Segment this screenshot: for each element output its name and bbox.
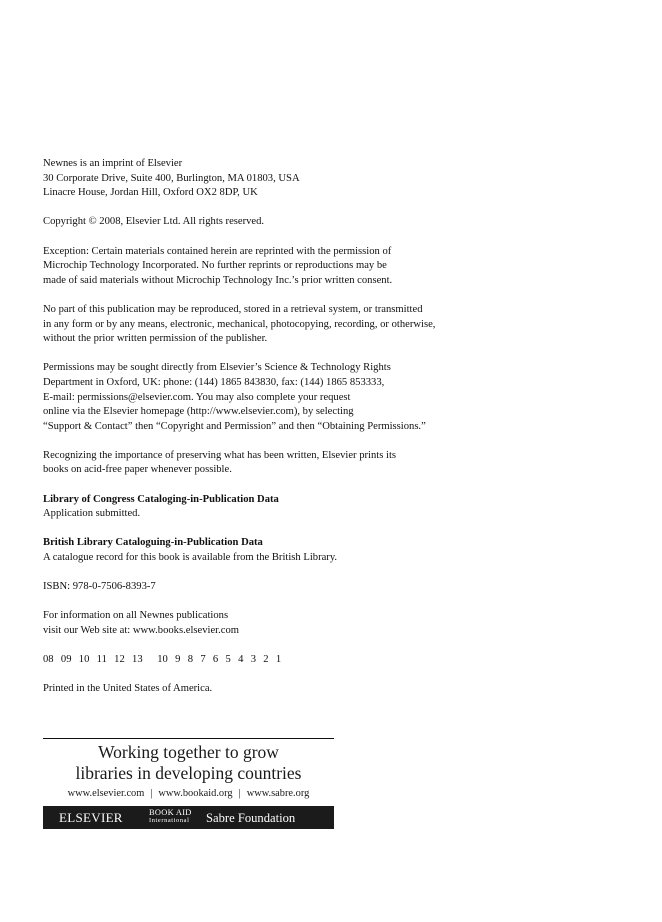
permissions-line: E-mail: permissions@elsevier.com. You may also complete your request [43, 391, 351, 403]
recognizing-block [43, 449, 623, 478]
loc-text: Application submitted. [43, 508, 141, 520]
permissions-line: Department in Oxford, UK: phone: (144) 1865 843830, fax: (144) 1865 853333, [43, 376, 385, 388]
bookaid-url: www.bookaid.org [158, 788, 233, 799]
loc-heading: Library of Congress Cataloging-in-Publication Data [43, 493, 279, 505]
url-separator: | [238, 788, 241, 799]
banner-logo-bar [43, 806, 334, 829]
elsevier-url: www.elsevier.com [67, 788, 145, 799]
info-block [43, 609, 623, 638]
elsevier-logo: ELSEVIER [59, 810, 123, 825]
publisher-address-us: 30 Corporate Drive, Suite 400, Burlington, MA 01803, USA [43, 172, 300, 184]
publisher-block [43, 157, 623, 201]
exception-line: Microchip Technology Incorporated. No further reprints or reproductions may be [43, 260, 387, 272]
permissions-line: Permissions may be sought directly from Elsevier’s Science & Technology Rights [43, 362, 391, 374]
no-part-line: No part of this publication may be reproduced, stored in a retrieval system, or transmitted [43, 303, 423, 315]
printing-number-line: 08 09 10 11 12 13 10 9 8 7 6 5 4 3 2 1 [43, 654, 282, 666]
british-library-text: A catalogue record for this book is available from the British Library. [43, 552, 338, 564]
banner-slogan [43, 742, 334, 783]
no-part-line: without the prior written permission of the publisher. [43, 333, 268, 345]
publisher-address-uk: Linacre House, Jordan Hill, Oxford OX2 8DP, UK [43, 187, 258, 199]
bookaid-logo-title: BOOK AID [149, 808, 192, 817]
publisher-line: Newnes is an imprint of Elsevier [43, 158, 183, 169]
info-web-line: visit our Web site at: www.books.elsevier.com [43, 625, 239, 636]
exception-line: made of said materials without Microchip Technology Inc.’s prior written consent. [43, 274, 393, 286]
loc-block [43, 493, 623, 522]
isbn: ISBN: 978-0-7506-8393-7 [43, 581, 156, 593]
printed-in: Printed in the United States of America. [43, 683, 213, 695]
copyright-page-text [43, 157, 623, 712]
british-library-block [43, 536, 623, 565]
copyright-notice [43, 215, 623, 230]
recognizing-line: Recognizing the importance of preserving what has been written, Elsevier prints its [43, 449, 397, 461]
isbn-block [43, 580, 623, 595]
sabre-url: www.sabre.org [246, 788, 310, 799]
permissions-line: “Support & Contact” then “Copyright and Permission” and then “Obtaining Permissions.” [43, 420, 426, 432]
copyright-line: Copyright © 2008, Elsevier Ltd. All rights reserved. [43, 216, 265, 228]
banner-slogan-line2: libraries in developing countries [75, 762, 302, 783]
exception-line: Exception: Certain materials contained herein are reprinted with the permission of [43, 245, 392, 257]
no-part-line: in any form or by any means, electronic, mechanical, photocopying, recording, or otherwise, [43, 318, 436, 330]
british-library-heading: British Library Cataloguing-in-Publication Data [43, 537, 263, 549]
banner-slogan-line1: Working together to grow [98, 742, 279, 762]
url-separator: | [150, 788, 153, 799]
edition-block [43, 653, 623, 668]
bookaid-logo-subtitle: International [149, 817, 190, 824]
no-part-block [43, 303, 623, 347]
book-aid-banner [43, 738, 334, 829]
recognizing-line: books on acid-free paper whenever possible. [43, 464, 232, 476]
banner-urls [43, 787, 334, 801]
permissions-line: online via the Elsevier homepage (http://www.elsevier.com), by selecting [43, 406, 354, 418]
bookaid-logo [149, 808, 192, 825]
info-line: For information on all Newnes publications [43, 610, 229, 622]
exception-block [43, 245, 623, 289]
printed-block [43, 682, 623, 697]
permissions-block [43, 361, 623, 434]
sabre-foundation-logo: Sabre Foundation [206, 811, 296, 825]
